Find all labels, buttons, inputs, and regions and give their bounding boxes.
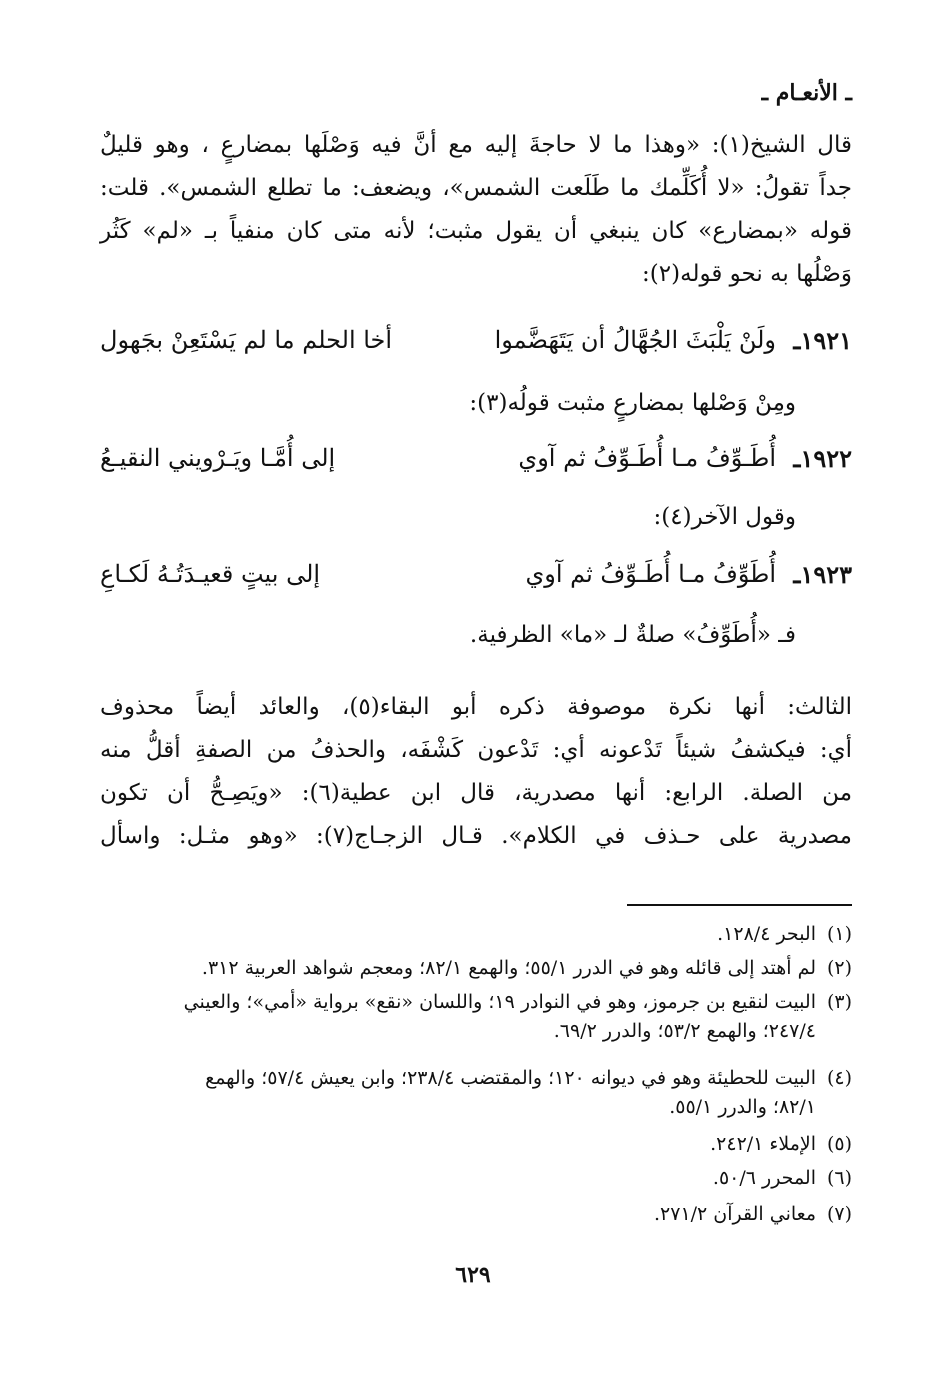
- text-line: أي: فيكشفُ شيئاً تَدْعونه أي: تَدْعون كَشْفَه، والحذفُ من الصفةِ أقلُّ منه: [100, 737, 852, 763]
- text-line: وَصْلُها به نحو قوله(٢):: [642, 261, 852, 287]
- footnote: [100, 988, 852, 1046]
- verse-number: ١٩٢٢ـ: [793, 444, 852, 473]
- verse-second-hemistich: إلى أُمَّـا ويَـرْويني النقيـعُ: [100, 444, 336, 472]
- verse-1922: [100, 444, 852, 494]
- verse-1923: [100, 560, 852, 610]
- verse-intro-line: ومِنْ وَصْلها بمضارعٍ مثبت قولُه(٣):: [469, 390, 796, 416]
- text-line: قوله «بمضارع» كان ينبغي أن يقول مثبت؛ لأنه متى كان منفياً بـ «لم» كَثُر: [100, 218, 852, 244]
- verse-number: ١٩٢٣ـ: [793, 560, 852, 589]
- verse-first-hemistich: أُطَوِّفُ مـا أُطَـوِّفُ ثم آوي: [525, 560, 776, 588]
- page-number: ٦٢٩: [455, 1262, 491, 1288]
- footnote-number: (٣): [826, 991, 852, 1013]
- text-line: قال الشيخ(١): «وهذا ما لا حاجةَ إليه مع أنَّ فيه وَصْلَها بمضارعٍ ، وهو قليلٌ: [100, 132, 853, 158]
- verse-1921: [100, 326, 852, 376]
- footnote-number: (٢): [826, 957, 852, 979]
- footnote: [100, 920, 852, 949]
- verse-second-hemistich: أخا الحلم ما لم يَسْتَعِنْ بجَهول: [100, 326, 393, 354]
- footnote: [100, 1200, 852, 1229]
- verse-second-hemistich: إلى بيتٍ قعيـدَتُـهُ لَكـاعِ: [100, 560, 321, 588]
- verse-intro-line: وقول الآخر(٤):: [653, 504, 796, 530]
- footnote: [100, 954, 852, 983]
- running-header: ـ الأنعـام ـ: [761, 80, 852, 106]
- verse-first-hemistich: ولَنْ يَلْبَثَ الجُهَّالُ أن يَتَهَضَّموا: [494, 326, 776, 354]
- footnote: [100, 1064, 852, 1122]
- verse-number: ١٩٢١ـ: [793, 326, 852, 355]
- footnote-number: (١): [826, 923, 852, 945]
- footnote-separator: [627, 904, 852, 906]
- footnote-text: البيت للحطيئة وهو في ديوانه ١٢٠؛ والمقتضب ٢٣٨/٤؛ وابن يعيش ٥٧/٤؛ والهمع: [205, 1067, 816, 1089]
- text-line: جداً تقولُ: «لا أُكَلِّمك ما طَلَعت الشمس»، ويضعف: ما تطلع الشمس». قلت:: [100, 175, 852, 201]
- footnote-text: ٨٢/١؛ والدرر ٥٥/١.: [669, 1096, 816, 1118]
- text-line: من الصلة. الرابع: أنها مصدرية، قال ابن عطية(٦): «ويَصِـحُّ أن تكون: [100, 780, 853, 806]
- text-line: الثالث: أنها نكرة موصوفة ذكره أبو البقاء(٥)، والعائد أيضاً محذوف: [100, 694, 852, 720]
- footnote-number: (٤): [826, 1067, 852, 1089]
- footnote-text: الإملاء ٢٤٢/١.: [710, 1133, 816, 1155]
- footnote: [100, 1130, 852, 1159]
- footnote-text: ٢٤٧/٤؛ والهمع ٥٣/٢؛ والدرر ٦٩/٢.: [553, 1020, 816, 1042]
- third-paragraph: [100, 686, 852, 858]
- footnote-number: (٧): [826, 1203, 852, 1225]
- footnote-text: لم أهتد إلى قائله وهو في الدرر ٥٥/١؛ والهمع ٨٢/١؛ ومعجم شواهد العربية ٣١٢.: [201, 957, 816, 979]
- verse-comment-line: فـ «أُطَوِّفُ» صلةٌ لـ «ما» الظرفية.: [469, 622, 796, 648]
- footnote-text: معاني القرآن ٢٧١/٢.: [653, 1203, 816, 1225]
- footnote-text: المحرر ٥٠/٦.: [712, 1167, 816, 1189]
- intro-paragraph: [100, 124, 852, 296]
- footnote-text: البيت لنقيع بن جرموز، وهو في النوادر ١٩؛ واللسان «نقع» برواية «أمي»؛ والعيني: [183, 991, 816, 1013]
- footnote-text: البحر ١٢٨/٤.: [717, 923, 816, 945]
- footnote-number: (٥): [826, 1133, 852, 1155]
- footnote-number: (٦): [826, 1167, 852, 1189]
- verse-first-hemistich: أُطَـوِّفُ مـا أُطَـوِّفُ ثم آوي: [518, 444, 776, 472]
- text-line: مصدرية على حـذف في الكلام». قـال الزجـاج(٧): «وهو مثـل: واسأل: [100, 823, 853, 849]
- footnote: [100, 1164, 852, 1193]
